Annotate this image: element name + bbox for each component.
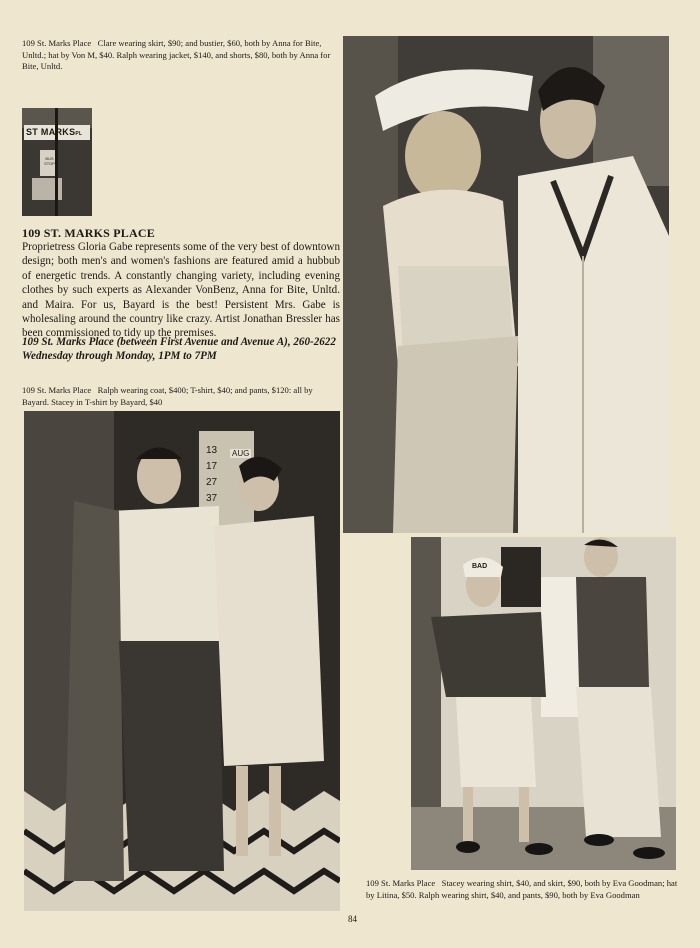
middle-photo-caption: 109 St. Marks Place Ralph wearing coat, $400; T-shirt, $40; and pants, $120: all by Bayard. Stacey in T-shirt by Bayard, $40	[22, 385, 313, 407]
article-body: Proprietress Gloria Gabe represents some of the very best of downtown design; both men's and women's fashions are featured amid a hubbub of energetic trends. A constantly changing variety, including evening clothes by such experts as Alexander VonBenz, Anna for Bite, Unltd. and Maira. For us, Bayard is the best! Persistent Mrs. Gabe is wholesaling around the country like crazy. Artist Jonathan Bressler has been commissioned to tidy up the premises.	[22, 241, 340, 340]
article-address: 109 St. Marks Place (between First Avenue and Avenue A), 260-2622	[22, 336, 336, 348]
hat-text: BAD	[472, 563, 488, 570]
door-number: 13	[206, 445, 218, 456]
top-photo-caption: 109 St. Marks Place Clare wearing skirt, $90; and bustier, $60, both by Anna for Bite, Unltd.; hat by Von M, $40. Ralph wearing jacket, $140, and shorts, $80, both by Anna for Bite, Unltd.	[22, 38, 331, 72]
article-hours: Wednesday through Monday, 1PM to 7PM	[22, 350, 217, 362]
page-number: 84	[348, 914, 357, 924]
bus-stop-sign-text: BUS STOP	[44, 156, 55, 166]
bottom-photo-caption: 109 St. Marks Place Stacey wearing shirt, $40, and skirt, $90, both by Eva Goodman; hat by Litina, $50. Ralph wearing shirt, $40, and pants, $90, both by Eva Goodman	[366, 878, 678, 900]
door-label: AUG	[232, 449, 250, 458]
photo-clare-and-ralph	[343, 36, 669, 533]
street-sign-text: ST MARKSPL	[26, 127, 83, 137]
door-number: 17	[206, 461, 218, 472]
street-sign-photo	[22, 108, 92, 216]
door-number: 27	[206, 477, 218, 488]
article-heading: 109 ST. MARKS PLACE	[22, 226, 155, 240]
photo-ralph-and-stacey-bayard	[24, 411, 340, 911]
door-number: 37	[206, 493, 218, 504]
photo-stacey-and-ralph-eva-goodman	[411, 537, 676, 870]
